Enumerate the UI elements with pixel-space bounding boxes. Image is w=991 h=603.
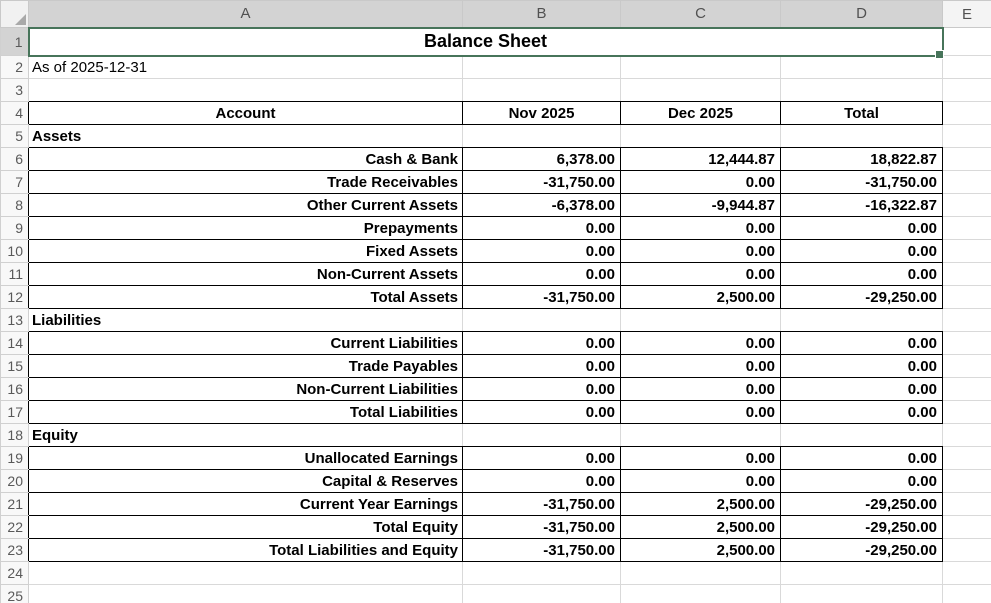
row-header-1[interactable]: 1 [1, 28, 29, 56]
cell-A20[interactable]: Capital & Reserves [29, 470, 463, 493]
row-header-20[interactable]: 20 [1, 470, 29, 493]
row-header-23[interactable]: 23 [1, 539, 29, 562]
cell-C16[interactable]: 0.00 [621, 378, 781, 401]
row-header-13[interactable]: 13 [1, 309, 29, 332]
cell-D20[interactable]: 0.00 [781, 470, 943, 493]
cell-A5[interactable]: Assets [29, 125, 463, 148]
cell-C7[interactable]: 0.00 [621, 171, 781, 194]
cell-B15[interactable]: 0.00 [463, 355, 621, 378]
cell-B22[interactable]: -31,750.00 [463, 516, 621, 539]
cell-D6[interactable]: 18,822.87 [781, 148, 943, 171]
cell-D10[interactable]: 0.00 [781, 240, 943, 263]
cell-E13[interactable] [943, 309, 991, 332]
cell-C8[interactable]: -9,944.87 [621, 194, 781, 217]
cell-A25[interactable] [29, 585, 463, 603]
cell-D19[interactable]: 0.00 [781, 447, 943, 470]
row-header-6[interactable]: 6 [1, 148, 29, 171]
select-all-triangle-icon [15, 14, 26, 25]
cell-A3[interactable] [29, 79, 463, 102]
cell-D11[interactable]: 0.00 [781, 263, 943, 286]
cell-C21[interactable]: 2,500.00 [621, 493, 781, 516]
cell-B6[interactable]: 6,378.00 [463, 148, 621, 171]
cell-C9[interactable]: 0.00 [621, 217, 781, 240]
cell-D14[interactable]: 0.00 [781, 332, 943, 355]
cell-C15[interactable]: 0.00 [621, 355, 781, 378]
row-header-22[interactable]: 22 [1, 516, 29, 539]
cell-A4[interactable]: Account [29, 102, 463, 125]
cell-B8[interactable]: -6,378.00 [463, 194, 621, 217]
cell-A16[interactable]: Non-Current Liabilities [29, 378, 463, 401]
cell-B9[interactable]: 0.00 [463, 217, 621, 240]
col-header-E[interactable]: E [943, 1, 991, 28]
row-header-17[interactable]: 17 [1, 401, 29, 424]
cell-A22[interactable]: Total Equity [29, 516, 463, 539]
cell-E24[interactable] [943, 562, 991, 585]
cell-E6[interactable] [943, 148, 991, 171]
row-header-14[interactable]: 14 [1, 332, 29, 355]
cell-E15[interactable] [943, 355, 991, 378]
cell-C13[interactable] [621, 309, 781, 332]
cell-D2[interactable] [781, 56, 943, 79]
row-header-16[interactable]: 16 [1, 378, 29, 401]
cell-D15[interactable]: 0.00 [781, 355, 943, 378]
cell-E4[interactable] [943, 102, 991, 125]
cell-E18[interactable] [943, 424, 991, 447]
cell-B16[interactable]: 0.00 [463, 378, 621, 401]
cell-A2[interactable]: As of 2025-12-31 [29, 56, 463, 79]
col-header-B[interactable]: B [463, 1, 621, 28]
cell-B5[interactable] [463, 125, 621, 148]
cell-A17[interactable]: Total Liabilities [29, 401, 463, 424]
row-header-3[interactable]: 3 [1, 79, 29, 102]
cell-E25[interactable] [943, 585, 991, 603]
row-header-9[interactable]: 9 [1, 217, 29, 240]
row-header-25[interactable]: 25 [1, 585, 29, 603]
cell-A7[interactable]: Trade Receivables [29, 171, 463, 194]
cell-B12[interactable]: -31,750.00 [463, 286, 621, 309]
cell-B13[interactable] [463, 309, 621, 332]
cell-A12[interactable]: Total Assets [29, 286, 463, 309]
cell-E9[interactable] [943, 217, 991, 240]
cell-C20[interactable]: 0.00 [621, 470, 781, 493]
cell-C24[interactable] [621, 562, 781, 585]
cell-A11[interactable]: Non-Current Assets [29, 263, 463, 286]
cell-A14[interactable]: Current Liabilities [29, 332, 463, 355]
cell-D9[interactable]: 0.00 [781, 217, 943, 240]
cell-C18[interactable] [621, 424, 781, 447]
cell-A15[interactable]: Trade Payables [29, 355, 463, 378]
cell-C5[interactable] [621, 125, 781, 148]
cell-C4[interactable]: Dec 2025 [621, 102, 781, 125]
cell-C12[interactable]: 2,500.00 [621, 286, 781, 309]
cell-D21[interactable]: -29,250.00 [781, 493, 943, 516]
row-header-5[interactable]: 5 [1, 125, 29, 148]
cell-B4[interactable]: Nov 2025 [463, 102, 621, 125]
row-header-4[interactable]: 4 [1, 102, 29, 125]
row-header-15[interactable]: 15 [1, 355, 29, 378]
cell-D25[interactable] [781, 585, 943, 603]
cell-E16[interactable] [943, 378, 991, 401]
cell-B14[interactable]: 0.00 [463, 332, 621, 355]
cell-E22[interactable] [943, 516, 991, 539]
cell-B3[interactable] [463, 79, 621, 102]
cell-B18[interactable] [463, 424, 621, 447]
cell-A13[interactable]: Liabilities [29, 309, 463, 332]
cell-B25[interactable] [463, 585, 621, 603]
row-header-12[interactable]: 12 [1, 286, 29, 309]
cell-E21[interactable] [943, 493, 991, 516]
cell-E1[interactable] [943, 28, 991, 56]
cell-C2[interactable] [621, 56, 781, 79]
cell-E8[interactable] [943, 194, 991, 217]
cell-C10[interactable]: 0.00 [621, 240, 781, 263]
cell-B17[interactable]: 0.00 [463, 401, 621, 424]
cell-B24[interactable] [463, 562, 621, 585]
row-header-19[interactable]: 19 [1, 447, 29, 470]
row-header-10[interactable]: 10 [1, 240, 29, 263]
cell-B20[interactable]: 0.00 [463, 470, 621, 493]
cell-C19[interactable]: 0.00 [621, 447, 781, 470]
row-header-18[interactable]: 18 [1, 424, 29, 447]
cell-C11[interactable]: 0.00 [621, 263, 781, 286]
col-header-D[interactable]: D [781, 1, 943, 28]
cell-E23[interactable] [943, 539, 991, 562]
row-header-11[interactable]: 11 [1, 263, 29, 286]
selection-fill-handle[interactable] [936, 51, 943, 58]
cell-E5[interactable] [943, 125, 991, 148]
cell-C17[interactable]: 0.00 [621, 401, 781, 424]
cell-E12[interactable] [943, 286, 991, 309]
column-header-row [1, 1, 991, 28]
cell-A19[interactable]: Unallocated Earnings [29, 447, 463, 470]
cell-B2[interactable] [463, 56, 621, 79]
cell-B10[interactable]: 0.00 [463, 240, 621, 263]
cell-A21[interactable]: Current Year Earnings [29, 493, 463, 516]
cell-B19[interactable]: 0.00 [463, 447, 621, 470]
cell-E19[interactable] [943, 447, 991, 470]
cell-D17[interactable]: 0.00 [781, 401, 943, 424]
cell-A8[interactable]: Other Current Assets [29, 194, 463, 217]
col-header-A[interactable]: A [29, 1, 463, 28]
cell-E2[interactable] [943, 56, 991, 79]
cell-D23[interactable]: -29,250.00 [781, 539, 943, 562]
cell-C25[interactable] [621, 585, 781, 603]
cell-E10[interactable] [943, 240, 991, 263]
col-header-C[interactable]: C [621, 1, 781, 28]
cell-A18[interactable]: Equity [29, 424, 463, 447]
cell-D4[interactable]: Total [781, 102, 943, 125]
row-header-8[interactable]: 8 [1, 194, 29, 217]
cell-E17[interactable] [943, 401, 991, 424]
cell-D3[interactable] [781, 79, 943, 102]
cell-B21[interactable]: -31,750.00 [463, 493, 621, 516]
cell-A1[interactable]: Balance Sheet [29, 28, 943, 56]
row-header-2[interactable]: 2 [1, 56, 29, 79]
cell-C3[interactable] [621, 79, 781, 102]
cell-E7[interactable] [943, 171, 991, 194]
cell-D5[interactable] [781, 125, 943, 148]
cell-C14[interactable]: 0.00 [621, 332, 781, 355]
sheet-body [1, 28, 991, 603]
cell-E11[interactable] [943, 263, 991, 286]
cell-A24[interactable] [29, 562, 463, 585]
cell-D16[interactable]: 0.00 [781, 378, 943, 401]
cell-A10[interactable]: Fixed Assets [29, 240, 463, 263]
cell-B11[interactable]: 0.00 [463, 263, 621, 286]
cell-D24[interactable] [781, 562, 943, 585]
cell-C23[interactable]: 2,500.00 [621, 539, 781, 562]
row-header-24[interactable]: 24 [1, 562, 29, 585]
cell-A6[interactable]: Cash & Bank [29, 148, 463, 171]
cell-C22[interactable]: 2,500.00 [621, 516, 781, 539]
cell-D22[interactable]: -29,250.00 [781, 516, 943, 539]
cell-D12[interactable]: -29,250.00 [781, 286, 943, 309]
cell-E20[interactable] [943, 470, 991, 493]
cell-D8[interactable]: -16,322.87 [781, 194, 943, 217]
cell-E3[interactable] [943, 79, 991, 102]
cell-D18[interactable] [781, 424, 943, 447]
row-header-7[interactable]: 7 [1, 171, 29, 194]
row-header-21[interactable]: 21 [1, 493, 29, 516]
cell-C6[interactable]: 12,444.87 [621, 148, 781, 171]
cell-D13[interactable] [781, 309, 943, 332]
cell-A9[interactable]: Prepayments [29, 217, 463, 240]
cell-A23[interactable]: Total Liabilities and Equity [29, 539, 463, 562]
cell-B7[interactable]: -31,750.00 [463, 171, 621, 194]
cell-B23[interactable]: -31,750.00 [463, 539, 621, 562]
select-all-corner[interactable] [1, 1, 29, 28]
cell-D7[interactable]: -31,750.00 [781, 171, 943, 194]
cell-E14[interactable] [943, 332, 991, 355]
